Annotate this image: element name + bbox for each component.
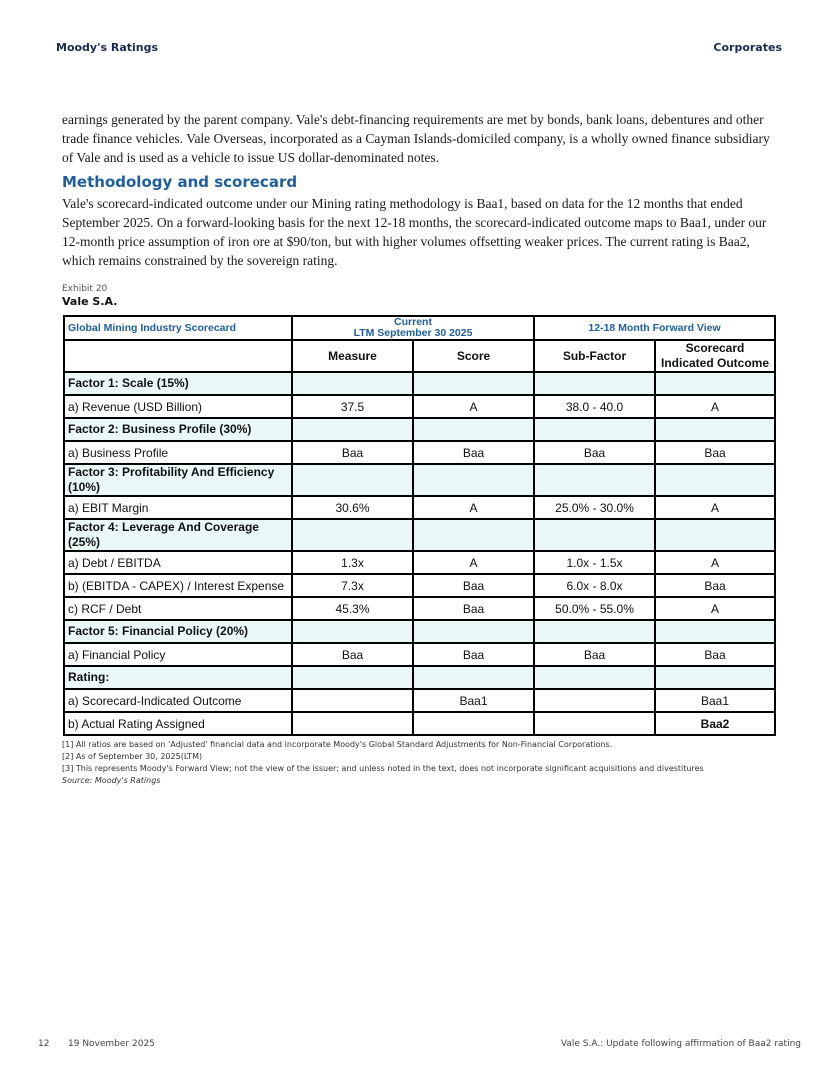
header-brand: Moody's Ratings [56,41,159,54]
cell-measure [292,519,413,551]
cell-subfactor: 50.0% - 55.0% [534,597,655,620]
row-label: a) EBIT Margin [64,496,292,519]
cell-subfactor: 25.0% - 30.0% [534,496,655,519]
cell-score [413,712,534,735]
group-current-line2: LTM September 30 2025 [353,327,473,339]
table-row [64,496,775,519]
cell-subfactor: Baa [534,441,655,464]
factor-row [64,464,775,496]
cell-outcome: A [655,496,775,519]
factor-row [64,519,775,551]
cell-outcome [655,519,775,551]
cell-outcome [655,666,775,689]
table-row [64,574,775,597]
cell-score: Baa [413,643,534,666]
footer-doc-title: Vale S.A.: Update following affirmation of Baa2 rating [560,1039,801,1049]
table-row [64,441,775,464]
row-label: b) (EBITDA - CAPEX) / Interest Expense [64,574,292,597]
cell-subfactor [534,620,655,643]
cell-subfactor [534,519,655,551]
table-row [64,597,775,620]
scorecard-table [63,315,776,736]
cell-score [413,464,534,496]
cell-outcome: Baa [655,574,775,597]
row-label: a) Scorecard-Indicated Outcome [64,689,292,712]
cell-outcome: A [655,597,775,620]
row-label: Factor 2: Business Profile (30%) [64,418,292,441]
col-label-empty [64,340,292,372]
cell-subfactor [534,666,655,689]
cell-measure [292,712,413,735]
cell-measure: 30.6% [292,496,413,519]
row-label: a) Financial Policy [64,643,292,666]
row-label: a) Revenue (USD Billion) [64,395,292,418]
section-paragraph: Vale's scorecard-indicated outcome under our Mining rating methodology is Baa1, based on data for the 12 months that ended September 2025. On a forward-looking basis for the next 12-18 months, the scorecard-indicated outcome maps to Baa1, under our 12-month price assumption of iron ore at $90/ton, but with higher volumes offsetting weaker prices. The current rating is Baa2, which remains constrained by the sovereign rating. [62,196,767,268]
cell-outcome: A [655,395,775,418]
cell-score [413,666,534,689]
cell-measure [292,689,413,712]
row-label: c) RCF / Debt [64,597,292,620]
cell-subfactor [534,372,655,395]
factor-row [64,666,775,689]
cell-subfactor: Baa [534,643,655,666]
cell-subfactor [534,712,655,735]
source-note: Source: Moody's Ratings [62,776,161,785]
factor-row [64,620,775,643]
cell-subfactor: 1.0x - 1.5x [534,551,655,574]
cell-score: Baa [413,597,534,620]
cell-outcome [655,418,775,441]
cell-outcome: A [655,551,775,574]
cell-measure [292,620,413,643]
cell-subfactor: 38.0 - 40.0 [534,395,655,418]
table-row [64,712,775,735]
cell-outcome: Baa [655,441,775,464]
cell-score [413,620,534,643]
notes [62,739,782,787]
cell-score: A [413,395,534,418]
header-section: Corporates [713,41,782,54]
cell-score [413,519,534,551]
cell-score: Baa1 [413,689,534,712]
note-2: [2] As of September 30, 2025(LTM) [62,752,203,761]
cell-outcome: Baa1 [655,689,775,712]
cell-subfactor: 6.0x - 8.0x [534,574,655,597]
cell-measure: Baa [292,441,413,464]
exhibit-title: Vale S.A. [62,295,118,308]
table-column-header [64,340,775,372]
row-label: b) Actual Rating Assigned [64,712,292,735]
cell-measure: 1.3x [292,551,413,574]
col-outcome: Scorecard Indicated Outcome [655,340,775,372]
cell-score [413,372,534,395]
col-score: Score [413,340,534,372]
cell-score [413,418,534,441]
group-current [292,316,534,340]
row-label: Factor 1: Scale (15%) [64,372,292,395]
factor-row [64,372,775,395]
cell-measure: 7.3x [292,574,413,597]
row-label: Factor 5: Financial Policy (20%) [64,620,292,643]
row-label: Rating: [64,666,292,689]
col-measure: Measure [292,340,413,372]
note-1: [1] All ratios are based on 'Adjusted' financial data and incorporate Moody's Global Standard Adjustments for Non-Financial Corporations. [62,740,613,749]
table-row [64,395,775,418]
cell-outcome [655,464,775,496]
cell-score: Baa [413,574,534,597]
section-title: Methodology and scorecard [62,173,298,191]
cell-outcome: Baa [655,643,775,666]
row-label: Factor 4: Leverage And Coverage (25%) [64,519,292,551]
cell-score: A [413,496,534,519]
table-group-header [64,316,775,340]
note-3: [3] This represents Moody's Forward View; not the view of the issuer; and unless noted in the text, does not incorporate significant acquisitions and divestitures [62,764,704,773]
table-row [64,689,775,712]
table-body [64,372,775,735]
cell-score: Baa [413,441,534,464]
table-title: Global Mining Industry Scorecard [64,316,292,340]
cell-measure [292,666,413,689]
footer-date: 19 November 2025 [68,1039,155,1049]
cell-measure [292,372,413,395]
table-row [64,551,775,574]
cell-score: A [413,551,534,574]
row-label: a) Debt / EBITDA [64,551,292,574]
cell-outcome: Baa2 [655,712,775,735]
cell-measure [292,464,413,496]
cell-subfactor [534,418,655,441]
cell-measure: 45.3% [292,597,413,620]
group-forward: 12-18 Month Forward View [534,316,775,340]
cell-measure [292,418,413,441]
cell-outcome [655,372,775,395]
cell-subfactor [534,689,655,712]
cell-subfactor [534,464,655,496]
col-subfactor: Sub-Factor [534,340,655,372]
cell-measure: Baa [292,643,413,666]
cell-measure: 37.5 [292,395,413,418]
footer-page-number: 12 [38,1039,50,1049]
row-label: Factor 3: Profitability And Efficiency (10%) [64,464,292,496]
exhibit-label: Exhibit 20 [62,284,108,294]
intro-paragraph: earnings generated by the parent company. Vale's debt-financing requirements are met by bonds, bank loans, debentures and other trade finance vehicles. Vale Overseas, incorporated as a Cayman Islands-domiciled company, is a wholly owned finance subsidiary of Vale and is used as a vehicle to issue US dollar-denominated notes. [62,112,770,165]
row-label: a) Business Profile [64,441,292,464]
group-current-line1: Current [394,316,432,328]
cell-outcome [655,620,775,643]
table-row [64,643,775,666]
factor-row [64,418,775,441]
